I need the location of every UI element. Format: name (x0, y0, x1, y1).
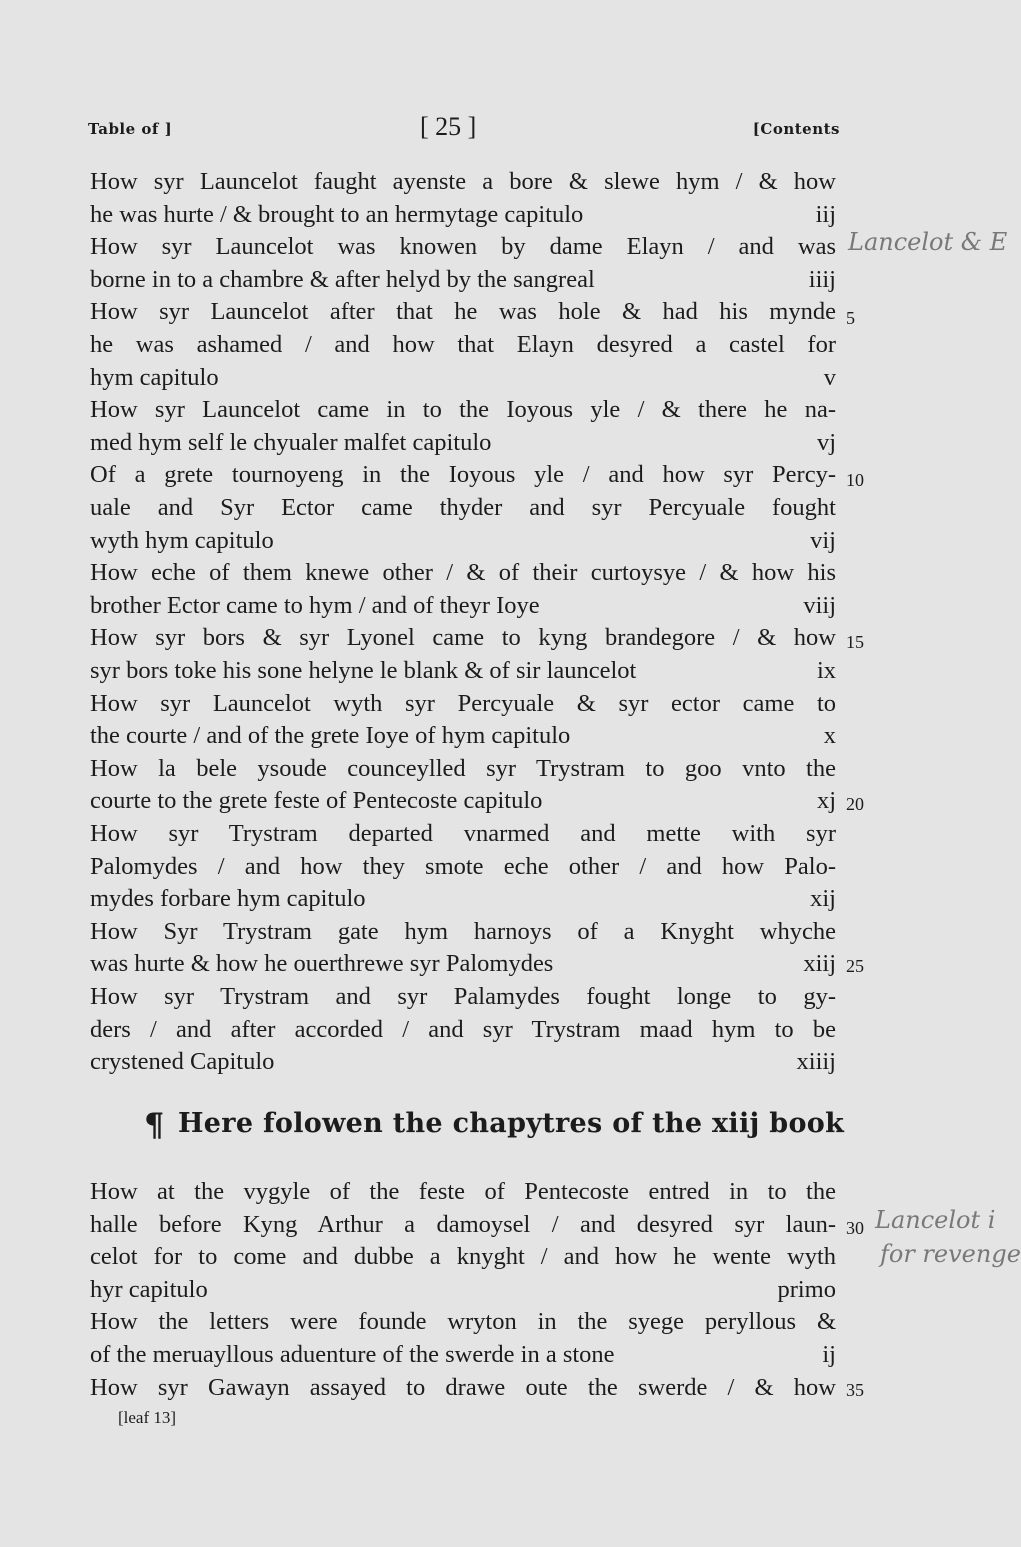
contents-line-text: ders / and after accorded / and syr Trystram maad hym to be (90, 1015, 836, 1043)
contents-line-text: Of a grete tournoyeng in the Ioyous yle / and how syr Percy- (90, 461, 836, 489)
contents-line (90, 296, 836, 328)
contents-line (90, 1241, 836, 1273)
chapter-numeral: xij (810, 885, 836, 913)
running-header-right: [Contents (752, 120, 840, 138)
contents-line-text: was hurte & how he ouerthrewe syr Palomydes (90, 950, 554, 978)
contents-line (90, 231, 836, 263)
contents-line (90, 362, 836, 394)
contents-line (90, 622, 836, 654)
margin-note: for revenge (880, 1240, 1021, 1268)
contents-line-text: syr bors toke his sone helyne le blank & of sir launcelot (90, 657, 637, 684)
chapter-numeral: ix (816, 657, 836, 684)
contents-line-text: Palomydes / and how they smote eche other / and how Palo- (90, 852, 836, 880)
contents-line (90, 851, 836, 883)
chapter-numeral: viij (803, 591, 836, 619)
contents-line (90, 720, 836, 752)
margin-note: Lancelot i (875, 1206, 996, 1234)
line-number: 35 (846, 1380, 864, 1400)
contents-line (90, 818, 836, 850)
contents-line-text: How la bele ysoude counceylled syr Trystram to goo vnto the (90, 754, 836, 782)
line-number: 30 (846, 1218, 864, 1238)
contents-line (90, 785, 836, 817)
chapter-numeral: xiij (803, 950, 836, 978)
contents-line-text: How Syr Trystram gate hym harnoys of a Knyght whyche (90, 917, 836, 945)
line-number: 15 (846, 632, 864, 652)
section-heading-text: Here folowen the chapytres of the xiij book (178, 1108, 845, 1139)
contents-line-text: courte to the grete feste of Pentecoste capitulo (90, 787, 543, 815)
page-number: [ 25 ] (420, 112, 477, 141)
contents-line-text: How syr Gawayn assayed to drawe oute the swerde / & how (90, 1373, 836, 1401)
contents-line-text: How syr Trystram and syr Palamydes fought longe to gy- (90, 983, 836, 1010)
contents-line (90, 1046, 836, 1078)
contents-line-text: How syr Launcelot after that he was hole & had his mynde (90, 298, 836, 326)
contents-line-text: the courte / and of the grete Ioye of hym capitulo (90, 722, 571, 750)
contents-line (90, 981, 836, 1013)
contents-line (90, 264, 836, 296)
chapter-numeral: x (823, 722, 836, 750)
contents-line (90, 199, 836, 231)
contents-line-text: brother Ector came to hym / and of theyr Ioye (90, 591, 540, 619)
contents-line-text: How syr Trystram departed vnarmed and mette with syr (90, 820, 836, 847)
contents-line (90, 655, 836, 687)
contents-line-text: hyr capitulo (90, 1275, 208, 1303)
contents-line-text: wyth hym capitulo (90, 526, 274, 554)
leaf-marker: [leaf 13] (118, 1408, 177, 1427)
contents-line-text: of the meruayllous aduenture of the swerde in a stone (90, 1341, 615, 1368)
contents-line (90, 1209, 836, 1241)
contents-line (90, 557, 836, 589)
line-number: 10 (846, 470, 864, 490)
contents-line-text: How syr Launcelot was knowen by dame Elayn / and was (90, 233, 836, 261)
section-heading (144, 1106, 845, 1144)
contents-line (90, 753, 836, 785)
contents-line-text: celot for to come and dubbe a knyght / and how he wente wyth (90, 1243, 836, 1271)
contents-line (90, 1014, 836, 1046)
contents-line-text: borne in to a chambre & after helyd by the sangreal (90, 265, 595, 293)
contents-line (90, 688, 836, 720)
chapter-numeral: xiiij (796, 1048, 836, 1076)
contents-line-text: mydes forbare hym capitulo (90, 885, 366, 913)
contents-line (90, 1176, 836, 1208)
contents-line-text: How at the vygyle of the feste of Pentecoste entred in to the (90, 1178, 836, 1205)
contents-line-text: How syr Launcelot wyth syr Percyuale & syr ector came to (90, 689, 836, 717)
chapter-numeral: ij (822, 1341, 836, 1368)
line-number: 20 (846, 794, 864, 814)
contents-line-text: How eche of them knewe other / & of their curtoysye / & how his (90, 559, 836, 587)
contents-line (90, 459, 836, 491)
contents-line (90, 1339, 836, 1371)
pilcrow-icon: ¶ (144, 1106, 165, 1144)
contents-line-text: How syr Launcelot came in to the Ioyous yle / & there he na- (90, 396, 836, 424)
chapter-numeral: xj (816, 787, 836, 815)
contents-line-text: How syr Launcelot faught ayenste a bore & slewe hym / & how (90, 168, 836, 195)
contents-line (90, 427, 836, 459)
contents-line (90, 1372, 836, 1404)
line-number: 25 (846, 956, 864, 976)
contents-line (90, 525, 836, 557)
chapter-numeral: iiij (808, 265, 836, 293)
contents-line (90, 948, 836, 980)
chapter-numeral: primo (777, 1275, 836, 1303)
contents-line-text: crystened Capitulo (90, 1048, 275, 1076)
contents-line-text: How the letters were founde wryton in the syege peryllous & (90, 1308, 836, 1336)
chapter-numeral: vij (810, 526, 836, 554)
chapter-numeral: vj (816, 428, 836, 456)
contents-line (90, 1306, 836, 1338)
contents-line (90, 329, 836, 361)
contents-line-text: he was ashamed / and how that Elayn desyred a castel for (90, 331, 836, 358)
contents-line-text: he was hurte / & brought to an hermytage capitulo (90, 200, 584, 228)
contents-line (90, 916, 836, 948)
chapter-numeral: iij (815, 200, 836, 228)
contents-line-text: hym capitulo (90, 363, 219, 391)
contents-line (90, 492, 836, 524)
contents-line-text: uale and Syr Ector came thyder and syr Percyuale fought (90, 494, 836, 521)
contents-line-text: med hym self le chyualer malfet capitulo (90, 428, 492, 456)
contents-line-text: How syr bors & syr Lyonel came to kyng brandegore / & how (90, 624, 836, 652)
running-header-left: Table of ] (88, 120, 173, 138)
contents-line-text: halle before Kyng Arthur a damoysel / and desyred syr laun- (90, 1210, 836, 1238)
contents-line (90, 1274, 836, 1306)
contents-line (90, 883, 836, 915)
contents-line (90, 166, 836, 198)
margin-note: Lancelot & E (848, 228, 1008, 256)
contents-line (90, 394, 836, 426)
contents-line (90, 590, 836, 622)
line-number: 5 (846, 308, 855, 328)
chapter-numeral: v (823, 363, 836, 391)
